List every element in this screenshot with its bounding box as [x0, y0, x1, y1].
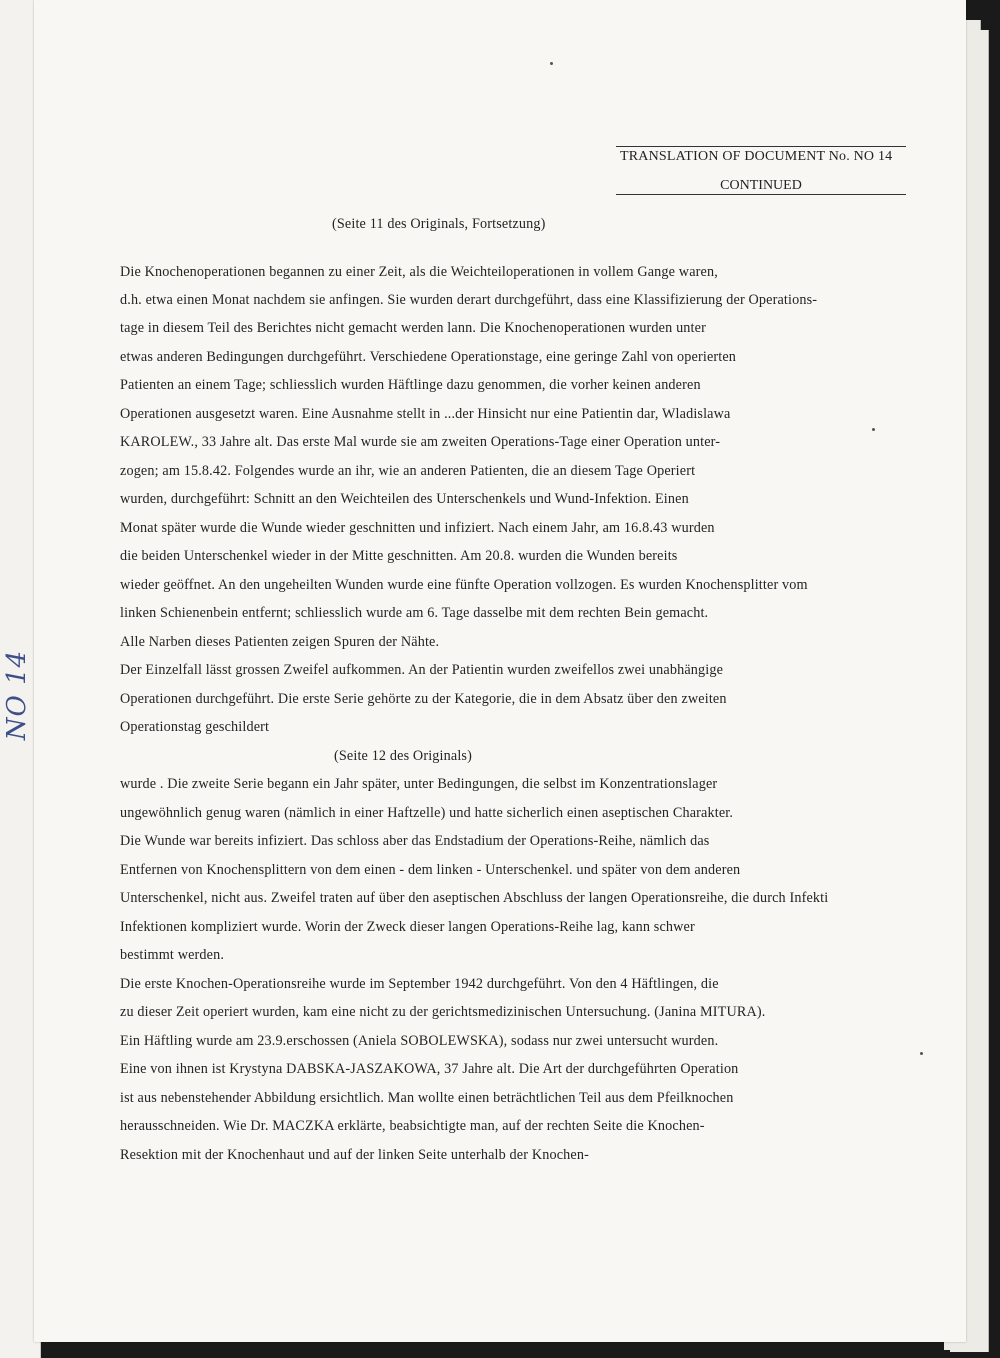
- text-line: ist aus nebenstehender Abbildung ersichtlich. Man wollte einen beträchtlichen Teil aus dem Pfeilknochen: [120, 1090, 734, 1106]
- text-line: Monat später wurde die Wunde wieder geschnitten und infiziert. Nach einem Jahr, am 16.8.43 wurden: [120, 520, 715, 536]
- text-line: Eine von ihnen ist Krystyna DABSKA-JASZAKOWA, 37 Jahre alt. Die Art der durchgeführten Operation: [120, 1061, 739, 1077]
- text-line: zu dieser Zeit operiert wurden, kam eine nicht zu der gerichtsmedizinischen Untersuchung. (Janina MITURA).: [120, 1004, 766, 1020]
- text-line: ungewöhnlich genug waren (nämlich in einer Haftzelle) und hatte sicherlich einen aseptischen Charakter.: [120, 805, 734, 821]
- text-line: bestimmt werden.: [120, 947, 225, 963]
- header-rule-bottom: [616, 194, 906, 195]
- text-line: wurden, durchgeführt: Schnitt an den Weichteilen des Unterschenkels und Wund-Infektion. Einen: [120, 491, 689, 507]
- text-line: zogen; am 15.8.42. Folgendes wurde an ihr, wie an anderen Patienten, die an diesem Tage Operiert: [120, 463, 696, 479]
- text-line: Entfernen von Knochensplittern von dem einen - dem linken - Unterschenkel. und später von dem anderen: [120, 862, 741, 878]
- page-reference: (Seite 12 des Originals): [334, 748, 472, 764]
- text-line: Unterschenkel, nicht aus. Zweifel traten auf über den aseptischen Abschluss der langen Operationsreihe, die durch Infekti: [120, 890, 829, 906]
- text-line: Patienten an einem Tage; schliesslich wurden Häftlinge dazu genommen, die vorher keinen anderen: [120, 377, 701, 393]
- header-rule-top: [616, 146, 906, 147]
- text-line: KAROLEW., 33 Jahre alt. Das erste Mal wurde sie am zweiten Operations-Tage einer Operation unter-: [120, 434, 721, 450]
- text-line: Infektionen kompliziert wurde. Worin der Zweck dieser langen Operations-Reihe lag, kann schwer: [120, 919, 695, 935]
- page-reference: (Seite 11 des Originals, Fortsetzung): [332, 216, 546, 232]
- document-page: [34, 0, 966, 1342]
- text-line: d.h. etwa einen Monat nachdem sie anfingen. Sie wurden derart durchgeführt, dass eine Klassifizierung der Operations-: [120, 292, 818, 308]
- text-line: Der Einzelfall lässt grossen Zweifel aufkommen. An der Patientin wurden zweifellos zwei unabhängige: [120, 662, 724, 678]
- text-line: herausschneiden. Wie Dr. MACZKA erklärte, beabsichtigte man, auf der rechten Seite die Knochen-: [120, 1118, 705, 1134]
- header-subtitle: CONTINUED: [720, 178, 802, 193]
- text-line: tage in diesem Teil des Berichtes nicht gemacht werden lann. Die Knochenoperationen wurden unter: [120, 320, 706, 336]
- speck: [872, 428, 875, 431]
- text-line: Operationstag geschildert: [120, 719, 270, 735]
- text-line: die beiden Unterschenkel wieder in der Mitte geschnitten. Am 20.8. wurden die Wunden bereits: [120, 548, 678, 564]
- text-line: Die Knochenoperationen begannen zu einer Zeit, als die Weichteiloperationen in vollem Gange waren,: [120, 264, 718, 280]
- text-line: Alle Narben dieses Patienten zeigen Spuren der Nähte.: [120, 634, 440, 650]
- text-line: Resektion mit der Knochenhaut und auf der linken Seite unterhalb der Knochen-: [120, 1147, 589, 1163]
- handwritten-note: NO 14: [2, 649, 33, 741]
- text-line: Operationen durchgeführt. Die erste Serie gehörte zu der Kategorie, die in dem Absatz über den zweiten: [120, 691, 727, 707]
- text-line: Operationen ausgesetzt waren. Eine Ausnahme stellt in ...der Hinsicht nur eine Patientin dar, Wladislawa: [120, 406, 731, 422]
- text-line: etwas anderen Bedingungen durchgeführt. Verschiedene Operationstage, eine geringe Zahl von operierten: [120, 349, 737, 365]
- header-title: TRANSLATION OF DOCUMENT No. NO 14: [620, 149, 893, 164]
- text-line: linken Schienenbein entfernt; schliesslich wurde am 6. Tage dasselbe mit dem rechten Bein gemacht.: [120, 605, 709, 621]
- text-line: Die erste Knochen-Operationsreihe wurde im September 1942 durchgeführt. Von den 4 Häftlingen, die: [120, 976, 719, 992]
- text-line: Ein Häftling wurde am 23.9.erschossen (Aniela SOBOLEWSKA), sodass nur zwei untersucht wurden.: [120, 1033, 719, 1049]
- text-line: wurde . Die zweite Serie begann ein Jahr später, unter Bedingungen, die selbst im Konzentrationslager: [120, 776, 718, 792]
- text-line: wieder geöffnet. An den ungeheilten Wunden wurde eine fünfte Operation vollzogen. Es wurden Knochensplitter vom: [120, 577, 808, 593]
- speck: [920, 1052, 923, 1055]
- speck: [550, 62, 553, 65]
- text-line: Die Wunde war bereits infiziert. Das schloss aber das Endstadium der Operations-Reihe, nämlich das: [120, 833, 710, 849]
